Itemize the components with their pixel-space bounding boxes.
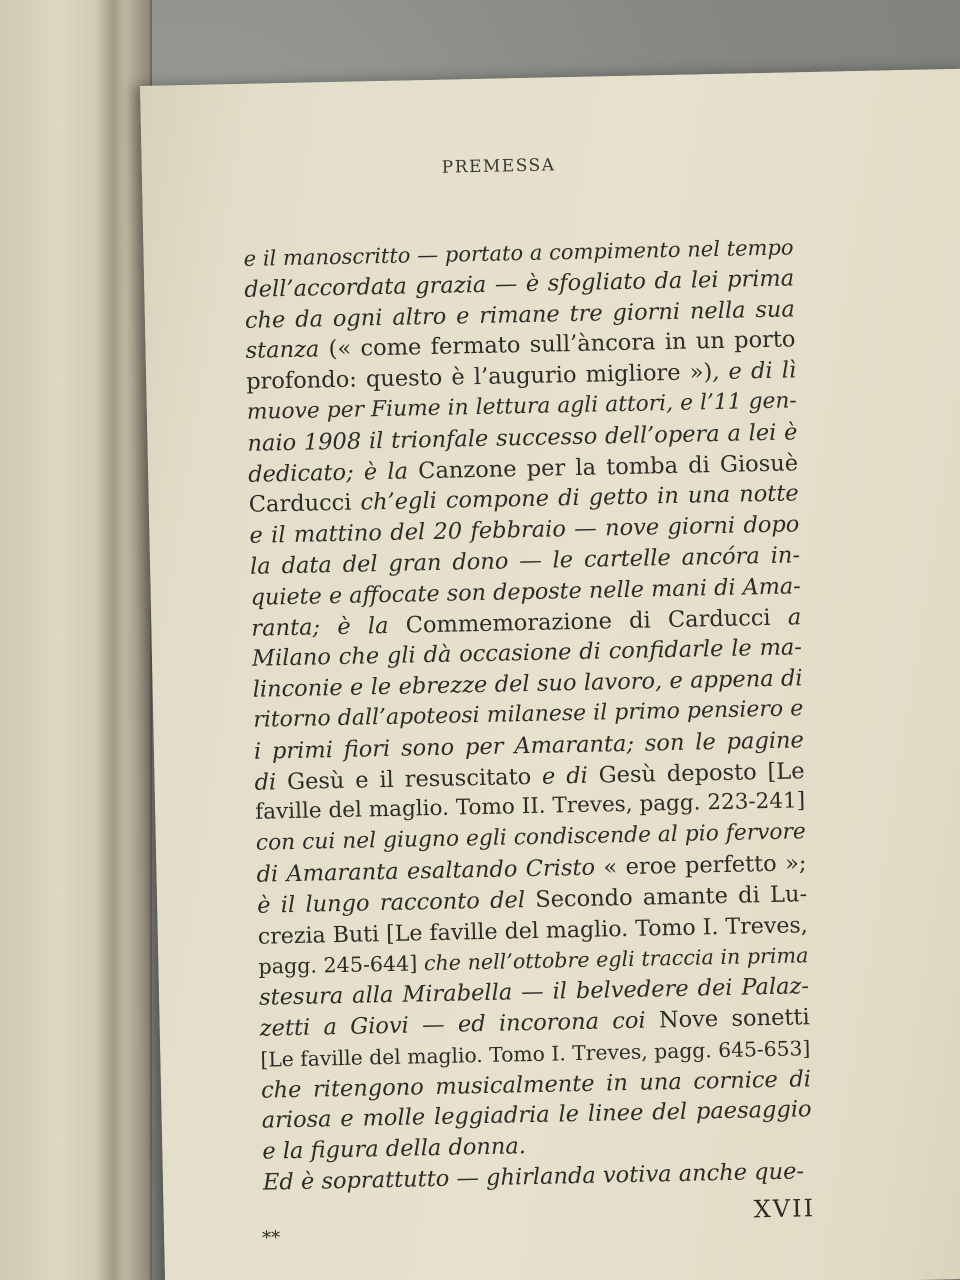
text-segment: Gesù e il resuscitato xyxy=(286,763,543,795)
text-segment: faville del maglio. Tomo II. Treves, pagg. 223-241] xyxy=(254,788,806,826)
signature-mark: ** xyxy=(261,1227,281,1249)
text-segment: di xyxy=(254,768,288,796)
body-text xyxy=(243,232,813,1198)
text-segment: ranta; è la xyxy=(251,612,406,642)
text-segment: quiete e affocate son deposte nelle mani di Ama- xyxy=(250,573,801,611)
text-segment: profondo: questo è l’augurio migliore ») xyxy=(245,359,713,396)
text-segment: zetti a Giovi — ed incorona coi xyxy=(259,1007,660,1042)
text-segment: pagg. 245-644] xyxy=(258,951,425,980)
text-segment: [Le faville del maglio. Tomo I. Treves, pagg. 645-653] xyxy=(260,1035,811,1072)
text-segment: Secondo amante di Lu- xyxy=(535,880,808,913)
text-segment: i primi fiori sono per Amaranta; son le pagine xyxy=(253,726,805,765)
text-segment: Ed è soprattutto — ghirlanda votiva anche que- xyxy=(262,1158,805,1196)
text-segment: linconie e le ebrezze del suo lavoro, e appena di xyxy=(252,665,803,703)
book-page xyxy=(140,69,960,1280)
text-segment: la data del gran dono — le cartelle ancóra in- xyxy=(249,542,801,580)
page-number: XVII xyxy=(753,1194,816,1224)
text-segment: « eroe perfetto »; xyxy=(603,850,807,881)
text-segment: a xyxy=(787,603,802,631)
text-segment: con cui nel giugno egli condiscende al pio fervore xyxy=(255,819,807,856)
text-segment: Gesù deposto [Le xyxy=(598,757,805,789)
text-segment: , e di lì xyxy=(711,357,797,386)
text-segment: che nell’ottobre egli traccia in prima xyxy=(423,943,809,976)
text-segment: Commemorazione di Carducci xyxy=(405,604,789,639)
text-segment: e il mattino del 20 febbraio — nove giorni dopo xyxy=(249,511,800,549)
text-segment: dedicato; è la xyxy=(247,457,419,488)
text-segment: e il manoscritto — portato a compimento nel tempo xyxy=(243,234,794,271)
text-segment: ariosa e molle leggiadria le linee del paesaggio xyxy=(261,1096,812,1134)
left-page-edge xyxy=(0,0,152,1280)
text-segment: che ritengono musicalmente in una cornice di xyxy=(260,1065,812,1104)
text-segment: Nove sonetti xyxy=(658,1004,810,1034)
page-fold-shadow xyxy=(96,0,126,1280)
text-segment: crezia Buti [Le faville del maglio. Tomo I. Treves, xyxy=(257,911,808,950)
text-segment: stesura alla Mirabella — il belvedere dei Palaz- xyxy=(258,973,810,1011)
text-segment: Carducci xyxy=(248,489,361,519)
text-segment: (« come fermato sull’àncora in un porto xyxy=(319,326,796,363)
text-segment: naio 1908 il trionfale successo dell’opera a lei è xyxy=(247,419,798,457)
text-segment: è il lungo racconto del xyxy=(256,886,536,919)
text-segment: e la figura della donna. xyxy=(262,1133,527,1165)
text-segment: muove per Fiume in lettura agli attori, e l’11 gen- xyxy=(246,388,797,425)
text-segment: che da ogni altro e rimane tre giorni nella sua xyxy=(244,295,796,334)
text-segment: dell’accordata grazia — è sfogliato da lei prima xyxy=(244,265,795,303)
text-segment: ch’egli compone di getto in una notte xyxy=(360,480,799,516)
text-segment: Canzone per la tomba di Giosuè xyxy=(417,449,799,484)
text-segment: di Amaranta esaltando Cristo xyxy=(256,854,604,888)
text-segment: ritorno dall’apoteosi milanese il primo pensiero e xyxy=(253,696,804,733)
text-segment: Milano che gli dà occasione di confidarle le ma- xyxy=(251,634,803,673)
text-segment: e di xyxy=(541,762,599,790)
text-segment: stanza xyxy=(245,336,320,365)
running-head: PREMESSA xyxy=(441,155,556,178)
